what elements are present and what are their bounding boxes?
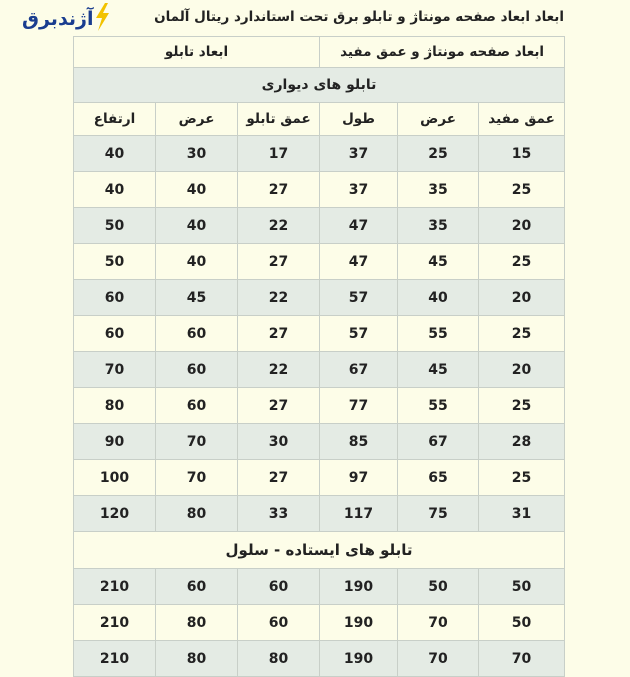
table-cell: 25 [479,460,565,496]
table-cell: 27 [238,244,320,280]
table-cell: 17 [238,136,320,172]
table-row [74,388,565,424]
logo[interactable] [22,4,112,34]
group-header-panel: ابعاد تابلو [74,37,320,68]
table-cell: 57 [320,316,398,352]
table-cell: 55 [398,316,479,352]
table-cell: 120 [74,496,156,532]
table-cell: 60 [238,569,320,605]
table-row [74,172,565,208]
table-cell: 40 [156,244,238,280]
table-cell: 70 [74,352,156,388]
table-cell: 65 [398,460,479,496]
table-cell: 33 [238,496,320,532]
section-wall-panels: تابلو های دیواری [74,68,565,103]
table-cell: 60 [156,316,238,352]
logo-text: آژندبرق [22,8,94,30]
table-cell: 20 [479,352,565,388]
table-cell: 100 [74,460,156,496]
table-cell: 60 [74,316,156,352]
table-cell: 40 [74,172,156,208]
table-row [74,244,565,280]
table-cell: 25 [479,316,565,352]
header [0,0,630,38]
table-row [74,460,565,496]
page-title: ابعاد ابعاد صفحه مونتاژ و تابلو برق تحت استاندارد ریتال آلمان [154,9,564,25]
column-header: طول [320,103,398,136]
lightning-bolt-icon [94,3,110,35]
table-cell: 20 [479,280,565,316]
table-cell: 30 [156,136,238,172]
table-cell: 50 [74,208,156,244]
table-cell: 70 [398,605,479,641]
table-cell: 210 [74,605,156,641]
table-cell: 50 [479,605,565,641]
dimensions-table [73,36,565,677]
table-cell: 60 [238,605,320,641]
column-header: عمق مفید [479,103,565,136]
table-cell: 190 [320,641,398,677]
table-row [74,605,565,641]
table-cell: 35 [398,208,479,244]
table-cell: 25 [479,388,565,424]
table-row [74,641,565,677]
table-cell: 50 [74,244,156,280]
table-cell: 60 [156,569,238,605]
table-cell: 80 [156,605,238,641]
table-cell: 85 [320,424,398,460]
table-cell: 27 [238,460,320,496]
table-cell: 47 [320,208,398,244]
table-cell: 60 [156,388,238,424]
table-cell: 190 [320,605,398,641]
table-cell: 25 [398,136,479,172]
table-cell: 50 [479,569,565,605]
table-cell: 80 [156,641,238,677]
table-cell: 28 [479,424,565,460]
table-cell: 37 [320,172,398,208]
column-header: ارتفاع [74,103,156,136]
table-cell: 80 [74,388,156,424]
table-cell: 77 [320,388,398,424]
table-cell: 57 [320,280,398,316]
table-cell: 27 [238,172,320,208]
table-cell: 210 [74,641,156,677]
section-standing-panels: تابلو های ایستاده - سلول [74,532,565,569]
column-header: عرض [398,103,479,136]
table-row [74,569,565,605]
table-cell: 40 [74,136,156,172]
table-row [74,352,565,388]
table-cell: 45 [398,244,479,280]
table-cell: 40 [398,280,479,316]
table-cell: 117 [320,496,398,532]
table-cell: 25 [479,172,565,208]
table-cell: 67 [398,424,479,460]
table-cell: 22 [238,280,320,316]
table-cell: 60 [74,280,156,316]
table-cell: 25 [479,244,565,280]
table-cell: 90 [74,424,156,460]
table-cell: 70 [479,641,565,677]
table-cell: 97 [320,460,398,496]
table-cell: 190 [320,569,398,605]
table-cell: 35 [398,172,479,208]
table-row [74,424,565,460]
table-cell: 45 [156,280,238,316]
table-row [74,496,565,532]
table-cell: 27 [238,316,320,352]
table-cell: 210 [74,569,156,605]
table-cell: 40 [156,172,238,208]
table-cell: 70 [156,460,238,496]
table-cell: 31 [479,496,565,532]
table-cell: 50 [398,569,479,605]
table-cell: 30 [238,424,320,460]
table-cell: 55 [398,388,479,424]
table-cell: 67 [320,352,398,388]
table-row [74,280,565,316]
column-header: عرض [156,103,238,136]
table-cell: 75 [398,496,479,532]
column-header: عمق تابلو [238,103,320,136]
table-cell: 15 [479,136,565,172]
table-cell: 40 [156,208,238,244]
table-cell: 80 [156,496,238,532]
table-row [74,136,565,172]
table-cell: 60 [156,352,238,388]
table-cell: 80 [238,641,320,677]
table-cell: 22 [238,352,320,388]
table-cell: 70 [398,641,479,677]
group-header-mounting-plate: ابعاد صفحه مونتاژ و عمق مفید [320,37,565,68]
table-cell: 37 [320,136,398,172]
table-cell: 27 [238,388,320,424]
table-cell: 45 [398,352,479,388]
table-row [74,208,565,244]
table-cell: 22 [238,208,320,244]
table-row [74,316,565,352]
table-cell: 20 [479,208,565,244]
table-cell: 70 [156,424,238,460]
table-cell: 47 [320,244,398,280]
